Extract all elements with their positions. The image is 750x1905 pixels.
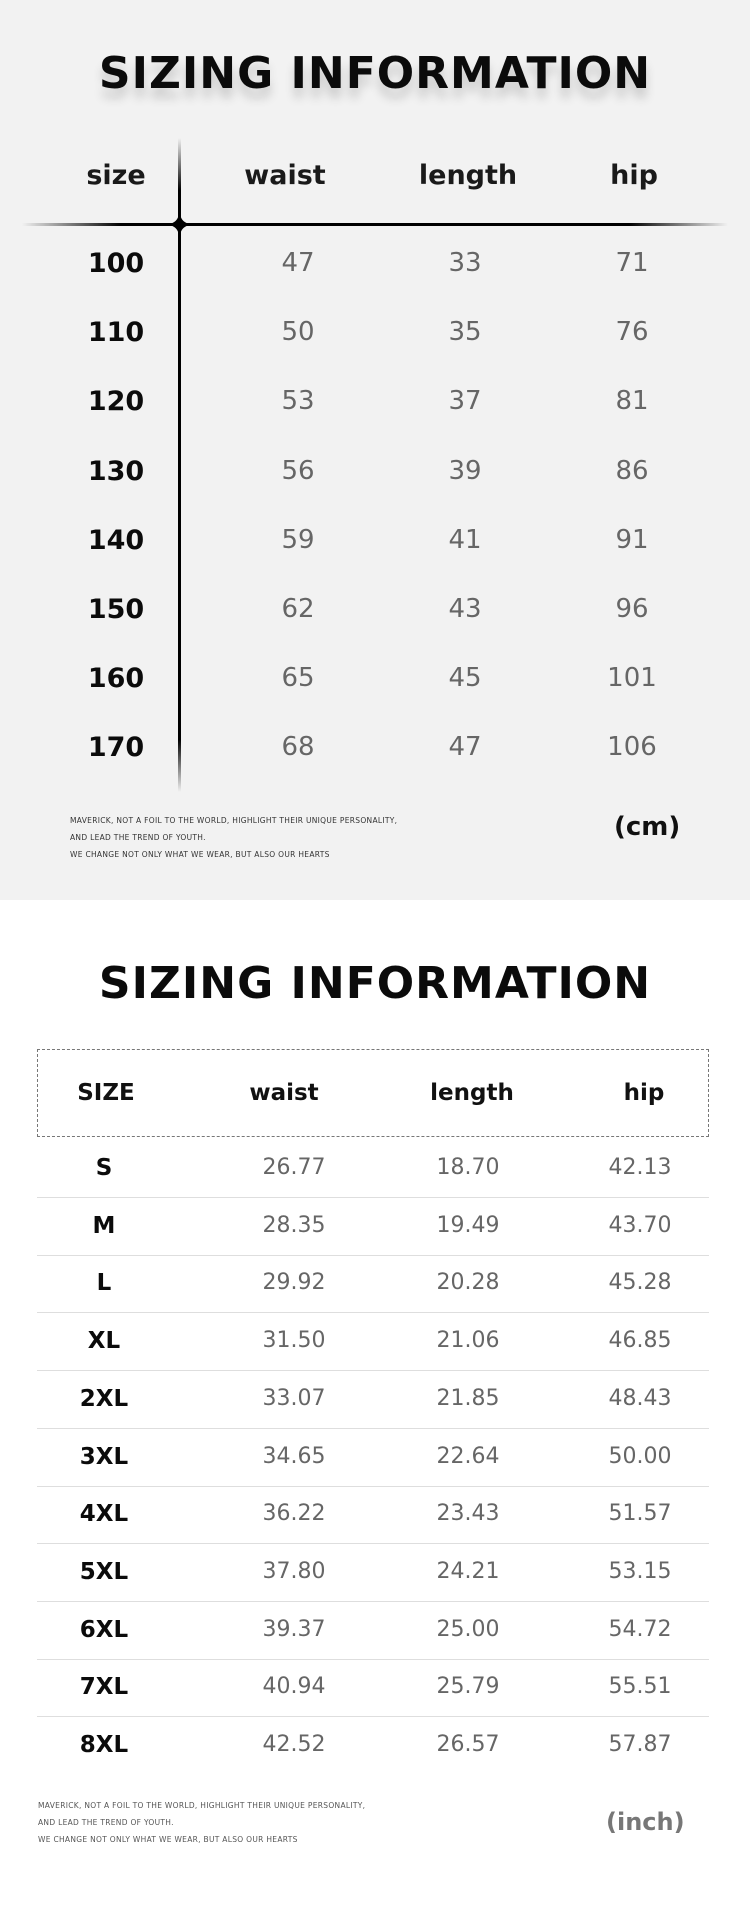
inch-header-hip: hip (623, 1080, 665, 1106)
cell-length: 41 (448, 524, 482, 555)
cell-length: 35 (448, 317, 482, 348)
cell-waist: 53 (281, 386, 315, 417)
unit-label-inch: (inch) (606, 1808, 685, 1836)
four-point-star-icon (166, 211, 193, 238)
cell-size: XL (87, 1328, 121, 1355)
cell-waist: 47 (281, 248, 315, 278)
cell-length: 37 (448, 386, 482, 417)
cm-header-hip: hip (610, 160, 658, 191)
inch-header-length: length (430, 1080, 514, 1106)
table-row (37, 1199, 709, 1256)
cell-hip: 86 (615, 455, 649, 486)
cell-length: 22.64 (436, 1443, 500, 1469)
cm-header-waist: waist (244, 160, 326, 191)
inch-chart-title: SIZING INFORMATION (98, 958, 652, 1009)
brand-note (38, 1797, 365, 1848)
table-row (0, 386, 750, 426)
table-row (0, 456, 750, 496)
table-row (37, 1487, 709, 1544)
cell-length: 47 (448, 732, 482, 763)
cell-hip: 57.87 (608, 1732, 672, 1757)
table-row (0, 594, 750, 634)
cell-length: 26.57 (436, 1732, 500, 1757)
table-row (0, 663, 750, 703)
table-row (37, 1430, 709, 1487)
cell-size: 8XL (79, 1732, 129, 1758)
cell-hip: 42.13 (608, 1155, 672, 1180)
cell-waist: 62 (281, 594, 315, 624)
cell-waist: 31.50 (262, 1328, 326, 1354)
cell-waist: 59 (281, 524, 315, 555)
note-line: WE CHANGE NOT ONLY WHAT WE WEAR, BUT ALSO OUR HEARTS (70, 850, 330, 859)
cell-length: 20.28 (436, 1270, 500, 1296)
cell-waist: 68 (281, 732, 315, 763)
cell-waist: 39.37 (262, 1616, 326, 1642)
table-row (37, 1545, 709, 1602)
cell-hip: 48.43 (608, 1385, 672, 1411)
cell-waist: 42.52 (262, 1732, 326, 1757)
cell-waist: 40.94 (262, 1674, 326, 1700)
cell-size: 7XL (79, 1674, 129, 1701)
note-line: MAVERICK, NOT A FOIL TO THE WORLD, HIGHLIGHT THEIR UNIQUE PERSONALITY, (38, 1801, 366, 1810)
cell-size: 5XL (79, 1558, 129, 1585)
cell-waist: 33.07 (262, 1385, 326, 1411)
cell-hip: 96 (615, 594, 649, 624)
cell-length: 18.70 (436, 1155, 500, 1180)
cell-size: 130 (87, 455, 145, 487)
cell-waist: 50 (281, 317, 315, 348)
cell-length: 45 (448, 663, 482, 694)
cell-length: 25.79 (436, 1674, 500, 1700)
cell-waist: 34.65 (262, 1443, 326, 1469)
cell-size: S (95, 1155, 113, 1181)
table-row (0, 317, 750, 357)
cell-length: 19.49 (436, 1212, 500, 1238)
cell-size: L (96, 1270, 112, 1297)
cell-hip: 54.72 (608, 1616, 672, 1642)
table-row (37, 1314, 709, 1371)
table-row (37, 1718, 709, 1775)
cell-hip: 46.85 (608, 1328, 672, 1354)
cell-size: 140 (87, 524, 145, 556)
cell-size: 3XL (79, 1443, 129, 1470)
cell-hip: 91 (615, 524, 649, 555)
cell-size: 100 (87, 248, 145, 279)
cell-waist: 37.80 (262, 1558, 326, 1584)
inch-header-size: SIZE (77, 1080, 135, 1106)
cell-size: 2XL (79, 1385, 129, 1412)
cell-waist: 28.35 (262, 1212, 326, 1238)
cell-hip: 76 (615, 317, 649, 348)
table-row (0, 248, 750, 288)
cm-chart-title: SIZING INFORMATION (98, 48, 652, 99)
header-divider-line (22, 223, 728, 226)
cell-hip: 51.57 (608, 1501, 672, 1527)
cell-size: 150 (87, 594, 145, 625)
cell-waist: 65 (281, 663, 315, 694)
cm-size-chart (0, 0, 750, 900)
cell-waist: 26.77 (262, 1155, 326, 1180)
cell-hip: 50.00 (608, 1443, 672, 1469)
cell-size: 160 (87, 663, 145, 695)
cell-hip: 106 (607, 732, 657, 763)
cell-waist: 56 (281, 455, 315, 486)
cell-size: 4XL (79, 1501, 129, 1528)
cell-hip: 53.15 (608, 1558, 672, 1584)
note-line: WE CHANGE NOT ONLY WHAT WE WEAR, BUT ALSO OUR HEARTS (38, 1835, 298, 1844)
cell-size: 110 (87, 317, 145, 349)
cell-length: 21.06 (436, 1328, 500, 1354)
inch-header-waist: waist (249, 1080, 319, 1106)
cell-size: 120 (87, 386, 145, 418)
cm-header-size: size (86, 160, 146, 191)
table-row (37, 1141, 709, 1198)
cell-hip: 81 (615, 386, 649, 417)
table-row (37, 1372, 709, 1429)
cell-length: 21.85 (436, 1385, 500, 1411)
cell-waist: 36.22 (262, 1501, 326, 1527)
cell-hip: 101 (607, 663, 657, 694)
table-row (37, 1660, 709, 1717)
table-row (37, 1256, 709, 1313)
table-row (37, 1603, 709, 1660)
cell-waist: 29.92 (262, 1270, 326, 1296)
note-line: AND LEAD THE TREND OF YOUTH. (70, 833, 206, 842)
cell-length: 25.00 (436, 1616, 500, 1642)
cell-hip: 45.28 (608, 1270, 672, 1296)
cell-length: 24.21 (436, 1558, 500, 1584)
note-line: AND LEAD THE TREND OF YOUTH. (38, 1818, 174, 1827)
cell-size: 6XL (79, 1616, 129, 1643)
note-line: MAVERICK, NOT A FOIL TO THE WORLD, HIGHLIGHT THEIR UNIQUE PERSONALITY, (70, 816, 398, 825)
unit-label-cm: (cm) (614, 812, 681, 842)
cm-header-length: length (418, 160, 518, 191)
cell-size: M (92, 1212, 116, 1239)
table-row (0, 732, 750, 772)
cell-size: 170 (87, 732, 145, 764)
cell-length: 23.43 (436, 1501, 500, 1527)
cell-hip: 43.70 (608, 1212, 672, 1238)
brand-note (70, 812, 397, 863)
cell-hip: 71 (615, 248, 649, 278)
cell-length: 39 (448, 455, 482, 486)
cell-hip: 55.51 (608, 1674, 672, 1700)
table-row (0, 525, 750, 565)
cell-length: 43 (448, 594, 482, 624)
cell-length: 33 (448, 248, 482, 278)
